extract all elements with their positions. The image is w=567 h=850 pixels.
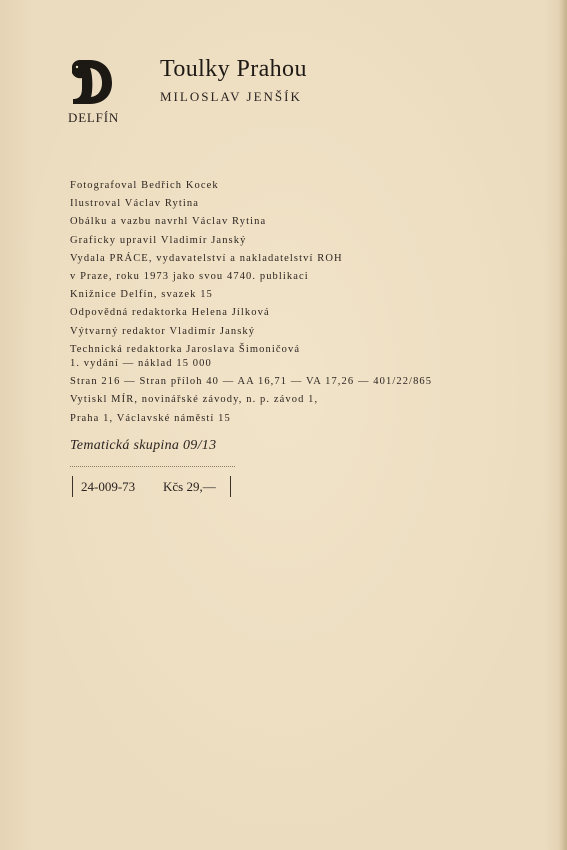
credit-line: Knižnice Delfín, svazek 15 xyxy=(70,289,213,301)
credit-line: Odpovědná redaktorka Helena Jílková xyxy=(70,307,270,319)
book-title: Toulky Prahou xyxy=(160,56,307,82)
catalog-code: 24-009-73 xyxy=(81,479,136,494)
price-label: Kčs 29,— xyxy=(163,479,216,494)
credit-line: Výtvarný redaktor Vladimír Janský xyxy=(70,325,256,337)
credit-line: v Praze, roku 1973 jako svou 4740. publikaci xyxy=(70,271,309,283)
credit-line: Graficky upravil Vladimír Janský xyxy=(70,234,247,246)
publication-line: Stran 216 — Stran příloh 40 — AA 16,71 — VA 17,26 — 401/22/865 xyxy=(70,376,433,388)
page-edge-shadow xyxy=(559,0,567,850)
thematic-group: Tematická skupina 09/13 xyxy=(70,438,217,453)
book-author: MILOSLAV JENŠÍK xyxy=(160,89,302,104)
credit-line: Ilustroval Václav Rytina xyxy=(70,198,200,210)
publication-info-block xyxy=(70,355,432,428)
dotted-divider xyxy=(70,466,235,467)
dolphin-d-logo-icon xyxy=(68,58,114,106)
publication-line: 1. vydání — náklad 15 000 xyxy=(70,358,212,369)
price-box xyxy=(72,476,231,497)
publication-line: Praha 1, Václavské náměstí 15 xyxy=(70,412,231,424)
credit-line: Vydala PRÁCE, vydavatelství a nakladatelství ROH xyxy=(70,252,343,264)
credit-line: Fotografoval Bedřich Kocek xyxy=(70,180,219,191)
credits-block xyxy=(70,177,343,359)
publisher-name: DELFÍN xyxy=(68,110,120,125)
credit-line: Technická redaktorka Jaroslava Šimoničová xyxy=(70,343,301,355)
credit-line: Obálku a vazbu navrhl Václav Rytina xyxy=(70,216,267,228)
publication-line: Vytiskl MÍR, novinářské závody, n. p. závod 1, xyxy=(70,394,319,406)
